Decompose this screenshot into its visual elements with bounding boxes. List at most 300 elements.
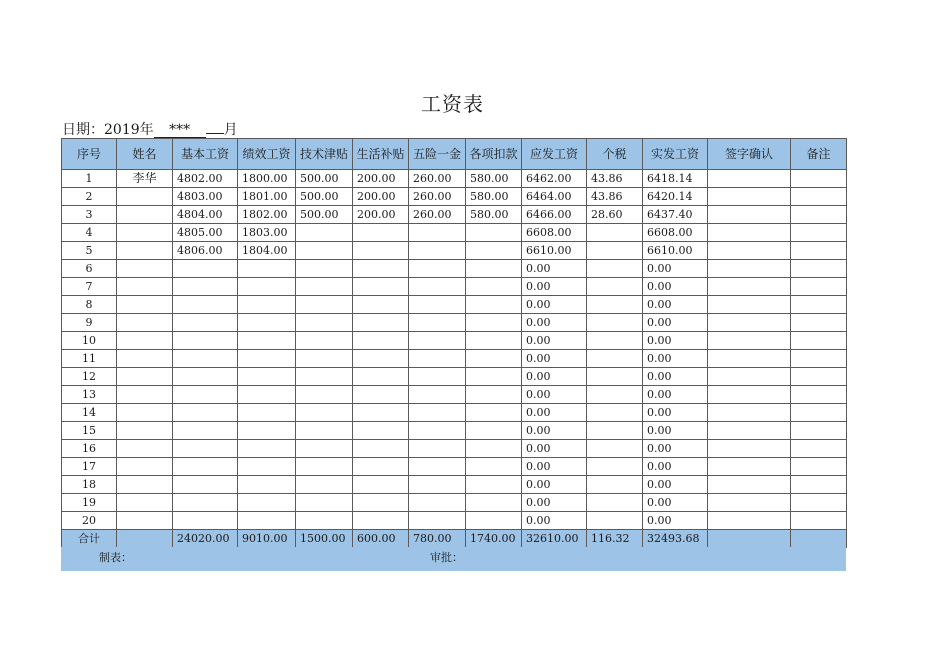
table-cell[interactable]: 200.00 bbox=[353, 188, 409, 206]
table-cell[interactable] bbox=[708, 224, 791, 242]
table-cell[interactable] bbox=[466, 332, 522, 350]
table-cell[interactable] bbox=[466, 476, 522, 494]
table-cell[interactable] bbox=[587, 476, 643, 494]
table-cell[interactable] bbox=[466, 386, 522, 404]
table-cell[interactable] bbox=[708, 350, 791, 368]
table-cell[interactable] bbox=[708, 422, 791, 440]
table-cell[interactable] bbox=[791, 296, 847, 314]
table-cell[interactable] bbox=[353, 476, 409, 494]
table-cell[interactable] bbox=[466, 350, 522, 368]
table-cell[interactable] bbox=[296, 386, 353, 404]
table-cell[interactable] bbox=[409, 278, 466, 296]
table-cell[interactable]: 20 bbox=[62, 512, 117, 530]
table-cell[interactable] bbox=[296, 476, 353, 494]
total-cell[interactable] bbox=[708, 530, 791, 548]
table-cell[interactable] bbox=[587, 278, 643, 296]
table-cell[interactable] bbox=[296, 494, 353, 512]
table-cell[interactable] bbox=[238, 458, 296, 476]
table-cell[interactable] bbox=[117, 224, 173, 242]
table-cell[interactable] bbox=[409, 476, 466, 494]
table-cell[interactable]: 500.00 bbox=[296, 188, 353, 206]
table-cell[interactable] bbox=[117, 404, 173, 422]
table-cell[interactable] bbox=[296, 278, 353, 296]
table-cell[interactable]: 8 bbox=[62, 296, 117, 314]
table-cell[interactable]: 18 bbox=[62, 476, 117, 494]
table-cell[interactable] bbox=[791, 476, 847, 494]
table-cell[interactable] bbox=[708, 512, 791, 530]
table-cell[interactable] bbox=[353, 242, 409, 260]
table-cell[interactable] bbox=[791, 314, 847, 332]
table-cell[interactable] bbox=[409, 296, 466, 314]
table-cell[interactable]: 0.00 bbox=[522, 278, 587, 296]
table-cell[interactable] bbox=[409, 458, 466, 476]
table-cell[interactable] bbox=[409, 404, 466, 422]
table-cell[interactable] bbox=[587, 314, 643, 332]
table-cell[interactable] bbox=[353, 512, 409, 530]
table-cell[interactable] bbox=[409, 242, 466, 260]
table-cell[interactable]: 0.00 bbox=[643, 404, 708, 422]
table-cell[interactable]: 0.00 bbox=[643, 386, 708, 404]
table-cell[interactable] bbox=[409, 422, 466, 440]
total-cell[interactable]: 24020.00 bbox=[173, 530, 238, 548]
table-cell[interactable] bbox=[296, 350, 353, 368]
table-cell[interactable] bbox=[353, 494, 409, 512]
table-cell[interactable] bbox=[409, 314, 466, 332]
column-header: 实发工资 bbox=[643, 139, 708, 170]
table-cell[interactable]: 7 bbox=[62, 278, 117, 296]
table-cell[interactable]: 0.00 bbox=[643, 512, 708, 530]
total-cell[interactable]: 32493.68 bbox=[643, 530, 708, 548]
table-cell[interactable] bbox=[173, 332, 238, 350]
table-cell[interactable] bbox=[587, 440, 643, 458]
table-cell[interactable] bbox=[791, 350, 847, 368]
table-cell[interactable] bbox=[409, 260, 466, 278]
table-cell[interactable]: 1802.00 bbox=[238, 206, 296, 224]
table-cell[interactable]: 2 bbox=[62, 188, 117, 206]
table-cell[interactable] bbox=[173, 512, 238, 530]
table-cell[interactable] bbox=[466, 368, 522, 386]
total-cell[interactable]: 780.00 bbox=[409, 530, 466, 548]
table-cell[interactable]: 200.00 bbox=[353, 206, 409, 224]
table-cell[interactable] bbox=[238, 332, 296, 350]
table-cell[interactable]: 0.00 bbox=[522, 296, 587, 314]
table-cell[interactable]: 0.00 bbox=[643, 476, 708, 494]
table-cell[interactable]: 500.00 bbox=[296, 206, 353, 224]
table-cell[interactable]: 43.86 bbox=[587, 188, 643, 206]
table-cell[interactable]: 6608.00 bbox=[522, 224, 587, 242]
table-cell[interactable] bbox=[409, 332, 466, 350]
table-cell[interactable] bbox=[409, 368, 466, 386]
table-cell[interactable] bbox=[238, 260, 296, 278]
table-cell[interactable]: 17 bbox=[62, 458, 117, 476]
table-cell[interactable] bbox=[708, 494, 791, 512]
table-cell[interactable]: 12 bbox=[62, 368, 117, 386]
table-cell[interactable]: 0.00 bbox=[522, 404, 587, 422]
table-cell[interactable]: 13 bbox=[62, 386, 117, 404]
table-cell[interactable]: 16 bbox=[62, 440, 117, 458]
table-cell[interactable]: 0.00 bbox=[643, 278, 708, 296]
table-cell[interactable]: 0.00 bbox=[522, 440, 587, 458]
total-cell[interactable] bbox=[117, 530, 173, 548]
table-cell[interactable]: 260.00 bbox=[409, 206, 466, 224]
table-cell[interactable] bbox=[238, 296, 296, 314]
table-cell[interactable]: 200.00 bbox=[353, 170, 409, 188]
table-cell[interactable] bbox=[117, 260, 173, 278]
table-cell[interactable]: 0.00 bbox=[522, 332, 587, 350]
table-cell[interactable] bbox=[409, 224, 466, 242]
table-cell[interactable]: 4806.00 bbox=[173, 242, 238, 260]
total-cell[interactable]: 1740.00 bbox=[466, 530, 522, 548]
table-cell[interactable] bbox=[296, 512, 353, 530]
table-cell[interactable] bbox=[353, 224, 409, 242]
table-cell[interactable] bbox=[409, 386, 466, 404]
table-row bbox=[62, 332, 847, 350]
table-cell[interactable]: 6462.00 bbox=[522, 170, 587, 188]
approved-by-label: 审批： bbox=[430, 551, 463, 564]
table-cell[interactable] bbox=[353, 386, 409, 404]
table-cell[interactable] bbox=[353, 350, 409, 368]
table-cell[interactable] bbox=[791, 224, 847, 242]
table-cell[interactable]: 260.00 bbox=[409, 170, 466, 188]
table-cell[interactable] bbox=[708, 368, 791, 386]
table-cell[interactable] bbox=[791, 188, 847, 206]
table-cell[interactable]: 李华 bbox=[117, 170, 173, 188]
table-cell[interactable] bbox=[466, 512, 522, 530]
table-cell[interactable] bbox=[117, 242, 173, 260]
table-cell[interactable] bbox=[173, 404, 238, 422]
table-cell[interactable] bbox=[587, 242, 643, 260]
total-cell[interactable]: 合计 bbox=[62, 530, 117, 548]
table-row bbox=[62, 422, 847, 440]
table-cell[interactable] bbox=[791, 386, 847, 404]
table-cell[interactable]: 4802.00 bbox=[173, 170, 238, 188]
table-cell[interactable] bbox=[173, 278, 238, 296]
table-cell[interactable] bbox=[791, 422, 847, 440]
table-cell[interactable] bbox=[409, 440, 466, 458]
table-cell[interactable] bbox=[296, 368, 353, 386]
table-cell[interactable] bbox=[791, 440, 847, 458]
table-cell[interactable] bbox=[117, 476, 173, 494]
table-cell[interactable] bbox=[791, 404, 847, 422]
table-cell[interactable] bbox=[238, 368, 296, 386]
table-cell[interactable]: 0.00 bbox=[643, 368, 708, 386]
table-cell[interactable] bbox=[791, 512, 847, 530]
salary-table bbox=[61, 138, 847, 548]
table-row bbox=[62, 260, 847, 278]
table-cell[interactable] bbox=[708, 332, 791, 350]
table-cell[interactable] bbox=[353, 404, 409, 422]
table-cell[interactable]: 6466.00 bbox=[522, 206, 587, 224]
total-row bbox=[62, 530, 847, 548]
table-cell[interactable] bbox=[791, 494, 847, 512]
table-cell[interactable]: 580.00 bbox=[466, 206, 522, 224]
table-cell[interactable] bbox=[238, 422, 296, 440]
table-cell[interactable] bbox=[117, 296, 173, 314]
table-cell[interactable] bbox=[708, 188, 791, 206]
table-cell[interactable] bbox=[708, 242, 791, 260]
table-cell[interactable] bbox=[466, 494, 522, 512]
table-cell[interactable] bbox=[117, 512, 173, 530]
table-cell[interactable] bbox=[173, 476, 238, 494]
column-header: 签字确认 bbox=[708, 139, 791, 170]
table-cell[interactable] bbox=[296, 332, 353, 350]
table-cell[interactable] bbox=[708, 458, 791, 476]
table-cell[interactable] bbox=[238, 404, 296, 422]
table-cell[interactable] bbox=[466, 458, 522, 476]
table-cell[interactable]: 6610.00 bbox=[522, 242, 587, 260]
table-cell[interactable] bbox=[791, 458, 847, 476]
table-cell[interactable] bbox=[587, 494, 643, 512]
table-cell[interactable] bbox=[238, 386, 296, 404]
table-cell[interactable]: 0.00 bbox=[522, 386, 587, 404]
table-cell[interactable] bbox=[708, 278, 791, 296]
table-cell[interactable] bbox=[296, 224, 353, 242]
table-cell[interactable]: 6608.00 bbox=[643, 224, 708, 242]
table-cell[interactable]: 6420.14 bbox=[643, 188, 708, 206]
table-cell[interactable] bbox=[296, 440, 353, 458]
table-cell[interactable] bbox=[587, 404, 643, 422]
table-cell[interactable] bbox=[238, 278, 296, 296]
table-cell[interactable]: 0.00 bbox=[643, 332, 708, 350]
table-row bbox=[62, 206, 847, 224]
table-cell[interactable] bbox=[466, 314, 522, 332]
table-cell[interactable] bbox=[173, 458, 238, 476]
table-cell[interactable] bbox=[791, 242, 847, 260]
table-cell[interactable]: 19 bbox=[62, 494, 117, 512]
table-cell[interactable]: 9 bbox=[62, 314, 117, 332]
table-cell[interactable] bbox=[587, 260, 643, 278]
table-cell[interactable] bbox=[296, 260, 353, 278]
table-cell[interactable] bbox=[791, 206, 847, 224]
table-row bbox=[62, 314, 847, 332]
table-cell[interactable]: 0.00 bbox=[522, 422, 587, 440]
table-cell[interactable]: 6464.00 bbox=[522, 188, 587, 206]
table-cell[interactable] bbox=[466, 242, 522, 260]
table-cell[interactable] bbox=[409, 350, 466, 368]
table-cell[interactable] bbox=[117, 332, 173, 350]
table-cell[interactable] bbox=[117, 350, 173, 368]
table-cell[interactable] bbox=[296, 458, 353, 476]
sheet-title: 工资表 bbox=[421, 92, 484, 116]
table-cell[interactable] bbox=[173, 260, 238, 278]
table-cell[interactable] bbox=[353, 260, 409, 278]
table-cell[interactable] bbox=[238, 350, 296, 368]
table-cell[interactable]: 15 bbox=[62, 422, 117, 440]
table-cell[interactable] bbox=[238, 314, 296, 332]
table-cell[interactable] bbox=[708, 476, 791, 494]
table-cell[interactable] bbox=[117, 386, 173, 404]
table-cell[interactable] bbox=[238, 440, 296, 458]
table-cell[interactable]: 3 bbox=[62, 206, 117, 224]
table-cell[interactable] bbox=[173, 296, 238, 314]
table-cell[interactable]: 0.00 bbox=[643, 260, 708, 278]
table-cell[interactable] bbox=[117, 188, 173, 206]
table-cell[interactable] bbox=[466, 278, 522, 296]
column-header: 应发工资 bbox=[522, 139, 587, 170]
table-cell[interactable]: 0.00 bbox=[522, 350, 587, 368]
table-cell[interactable] bbox=[708, 314, 791, 332]
table-cell[interactable]: 0.00 bbox=[643, 422, 708, 440]
table-cell[interactable]: 0.00 bbox=[522, 314, 587, 332]
table-cell[interactable] bbox=[117, 368, 173, 386]
table-cell[interactable] bbox=[117, 422, 173, 440]
table-cell[interactable] bbox=[353, 278, 409, 296]
table-cell[interactable]: 43.86 bbox=[587, 170, 643, 188]
table-cell[interactable] bbox=[409, 494, 466, 512]
table-cell[interactable] bbox=[173, 314, 238, 332]
table-cell[interactable]: 4803.00 bbox=[173, 188, 238, 206]
table-cell[interactable]: 0.00 bbox=[522, 494, 587, 512]
table-cell[interactable]: 4804.00 bbox=[173, 206, 238, 224]
table-cell[interactable] bbox=[791, 332, 847, 350]
table-cell[interactable] bbox=[466, 422, 522, 440]
table-cell[interactable] bbox=[353, 332, 409, 350]
column-header: 序号 bbox=[62, 139, 117, 170]
table-cell[interactable] bbox=[587, 368, 643, 386]
table-cell[interactable] bbox=[409, 512, 466, 530]
table-cell[interactable]: 28.60 bbox=[587, 206, 643, 224]
total-cell[interactable] bbox=[791, 530, 847, 548]
table-cell[interactable] bbox=[587, 422, 643, 440]
table-cell[interactable] bbox=[791, 368, 847, 386]
table-cell[interactable]: 0.00 bbox=[522, 458, 587, 476]
table-cell[interactable]: 0.00 bbox=[643, 296, 708, 314]
table-cell[interactable] bbox=[117, 314, 173, 332]
table-cell[interactable]: 580.00 bbox=[466, 188, 522, 206]
table-cell[interactable] bbox=[353, 440, 409, 458]
table-cell[interactable] bbox=[587, 332, 643, 350]
table-cell[interactable] bbox=[173, 386, 238, 404]
table-cell[interactable] bbox=[117, 494, 173, 512]
table-cell[interactable]: 1803.00 bbox=[238, 224, 296, 242]
table-cell[interactable] bbox=[708, 260, 791, 278]
table-cell[interactable]: 4 bbox=[62, 224, 117, 242]
table-body bbox=[62, 170, 847, 548]
table-cell[interactable] bbox=[587, 224, 643, 242]
column-header: 个税 bbox=[587, 139, 643, 170]
table-cell[interactable] bbox=[708, 404, 791, 422]
column-header: 绩效工资 bbox=[238, 139, 296, 170]
table-cell[interactable]: 0.00 bbox=[643, 440, 708, 458]
table-row bbox=[62, 494, 847, 512]
table-row bbox=[62, 458, 847, 476]
table-cell[interactable]: 0.00 bbox=[643, 494, 708, 512]
table-cell[interactable] bbox=[466, 224, 522, 242]
table-cell[interactable] bbox=[708, 386, 791, 404]
table-cell[interactable]: 10 bbox=[62, 332, 117, 350]
total-cell[interactable]: 32610.00 bbox=[522, 530, 587, 548]
table-row bbox=[62, 296, 847, 314]
table-cell[interactable]: 6437.40 bbox=[643, 206, 708, 224]
table-row bbox=[62, 188, 847, 206]
table-cell[interactable] bbox=[117, 278, 173, 296]
table-cell[interactable] bbox=[173, 350, 238, 368]
table-cell[interactable] bbox=[353, 368, 409, 386]
total-cell[interactable]: 9010.00 bbox=[238, 530, 296, 548]
table-cell[interactable]: 0.00 bbox=[522, 368, 587, 386]
table-cell[interactable] bbox=[708, 170, 791, 188]
table-cell[interactable]: 0.00 bbox=[522, 260, 587, 278]
table-cell[interactable] bbox=[791, 278, 847, 296]
table-cell[interactable]: 1804.00 bbox=[238, 242, 296, 260]
table-cell[interactable] bbox=[791, 170, 847, 188]
table-cell[interactable]: 500.00 bbox=[296, 170, 353, 188]
table-cell[interactable] bbox=[296, 296, 353, 314]
table-cell[interactable] bbox=[708, 206, 791, 224]
table-cell[interactable] bbox=[353, 422, 409, 440]
table-row bbox=[62, 440, 847, 458]
table-cell[interactable] bbox=[173, 422, 238, 440]
table-cell[interactable] bbox=[353, 458, 409, 476]
month-suffix: 月 bbox=[223, 122, 238, 138]
table-row bbox=[62, 170, 847, 188]
table-cell[interactable]: 6 bbox=[62, 260, 117, 278]
table-cell[interactable] bbox=[353, 296, 409, 314]
table-cell[interactable] bbox=[466, 404, 522, 422]
total-cell[interactable]: 1500.00 bbox=[296, 530, 353, 548]
table-cell[interactable] bbox=[466, 440, 522, 458]
table-cell[interactable] bbox=[353, 314, 409, 332]
table-cell[interactable] bbox=[238, 494, 296, 512]
table-cell[interactable] bbox=[296, 314, 353, 332]
table-cell[interactable] bbox=[173, 440, 238, 458]
column-header: 生活补贴 bbox=[353, 139, 409, 170]
table-cell[interactable] bbox=[587, 296, 643, 314]
table-cell[interactable] bbox=[587, 512, 643, 530]
table-cell[interactable] bbox=[296, 404, 353, 422]
table-cell[interactable] bbox=[296, 422, 353, 440]
table-row bbox=[62, 386, 847, 404]
table-cell[interactable] bbox=[117, 458, 173, 476]
table-cell[interactable] bbox=[173, 368, 238, 386]
table-cell[interactable]: 6418.14 bbox=[643, 170, 708, 188]
table-cell[interactable]: 1 bbox=[62, 170, 117, 188]
table-cell[interactable] bbox=[708, 440, 791, 458]
total-cell[interactable]: 116.32 bbox=[587, 530, 643, 548]
table-cell[interactable]: 1801.00 bbox=[238, 188, 296, 206]
table-cell[interactable]: 4805.00 bbox=[173, 224, 238, 242]
header-row bbox=[62, 139, 847, 170]
table-cell[interactable]: 0.00 bbox=[643, 314, 708, 332]
table-cell[interactable] bbox=[587, 458, 643, 476]
table-cell[interactable]: 11 bbox=[62, 350, 117, 368]
table-cell[interactable]: 1800.00 bbox=[238, 170, 296, 188]
table-cell[interactable] bbox=[296, 242, 353, 260]
table-cell[interactable] bbox=[466, 296, 522, 314]
total-cell[interactable]: 600.00 bbox=[353, 530, 409, 548]
table-cell[interactable]: 5 bbox=[62, 242, 117, 260]
table-cell[interactable]: 0.00 bbox=[643, 458, 708, 476]
table-cell[interactable]: 0.00 bbox=[643, 350, 708, 368]
table-cell[interactable]: 260.00 bbox=[409, 188, 466, 206]
table-cell[interactable]: 0.00 bbox=[522, 476, 587, 494]
table-cell[interactable]: 14 bbox=[62, 404, 117, 422]
table-cell[interactable] bbox=[117, 440, 173, 458]
table-cell[interactable]: 0.00 bbox=[522, 512, 587, 530]
table-cell[interactable] bbox=[791, 260, 847, 278]
table-cell[interactable] bbox=[587, 386, 643, 404]
table-cell[interactable] bbox=[173, 494, 238, 512]
table-cell[interactable] bbox=[587, 350, 643, 368]
table-cell[interactable] bbox=[466, 260, 522, 278]
table-cell[interactable] bbox=[238, 476, 296, 494]
table-cell[interactable] bbox=[238, 512, 296, 530]
table-cell[interactable] bbox=[117, 206, 173, 224]
column-header: 技术津贴 bbox=[296, 139, 353, 170]
table-cell[interactable]: 6610.00 bbox=[643, 242, 708, 260]
table-cell[interactable]: 580.00 bbox=[466, 170, 522, 188]
table-cell[interactable] bbox=[708, 296, 791, 314]
